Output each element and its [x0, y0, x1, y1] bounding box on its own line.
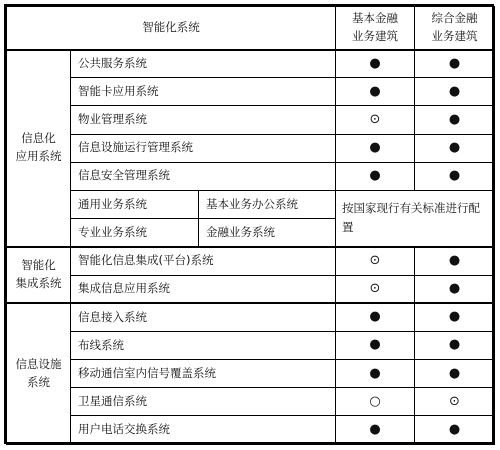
- basic-mark: ●: [336, 360, 415, 388]
- basic-mark: ●: [336, 303, 415, 331]
- table-row: [7, 78, 495, 106]
- group-info-app: 信息化 应用系统: [7, 50, 71, 247]
- comp-mark: ●: [415, 416, 495, 444]
- config-note: 按国家现行有关标准进行配置: [336, 190, 495, 246]
- row-name: 智能化信息集成(平台)系统: [71, 247, 336, 275]
- row-name: 专业业务系统: [71, 219, 199, 247]
- system-config-table: [4, 4, 494, 444]
- basic-mark: ●: [336, 162, 415, 190]
- group-integration: 智能化 集成系统: [7, 247, 71, 303]
- comp-mark: ●: [415, 247, 495, 275]
- table-row: [7, 331, 495, 359]
- comp-mark: ●: [415, 50, 495, 78]
- comp-mark: ●: [415, 162, 495, 190]
- table-row: [7, 388, 495, 416]
- header-system: 智能化系统: [7, 7, 336, 50]
- comp-mark: ⊙: [415, 388, 495, 416]
- table-row: [7, 303, 495, 331]
- row-name: 通用业务系统: [71, 190, 199, 218]
- row-name: 信息安全管理系统: [71, 162, 336, 190]
- header-basic-finance: 基本金融 业务建筑: [336, 7, 415, 50]
- basic-mark: ⊙: [336, 247, 415, 275]
- basic-mark: ⊙: [336, 275, 415, 303]
- table-row: [7, 106, 495, 134]
- row-subsystem: 基本业务办公系统: [199, 190, 336, 218]
- table-row: [7, 360, 495, 388]
- basic-mark: ○: [336, 388, 415, 416]
- row-name: 集成信息应用系统: [71, 275, 336, 303]
- row-name: 智能卡应用系统: [71, 78, 336, 106]
- basic-mark: ●: [336, 331, 415, 359]
- comp-mark: ●: [415, 78, 495, 106]
- comp-mark: ●: [415, 106, 495, 134]
- comp-mark: ●: [415, 303, 495, 331]
- header-comprehensive-finance: 综合金融 业务建筑: [415, 7, 495, 50]
- comp-mark: ●: [415, 134, 495, 162]
- comp-mark: ●: [415, 360, 495, 388]
- row-name: 公共服务系统: [71, 50, 336, 78]
- row-name: 卫星通信系统: [71, 388, 336, 416]
- basic-mark: ●: [336, 134, 415, 162]
- basic-mark: ●: [336, 416, 415, 444]
- row-name: 信息设施运行管理系统: [71, 134, 336, 162]
- table-row: [7, 247, 495, 275]
- basic-mark: ●: [336, 78, 415, 106]
- table-row: [7, 162, 495, 190]
- table-row: [7, 50, 495, 78]
- basic-mark: ●: [336, 50, 415, 78]
- row-name: 物业管理系统: [71, 106, 336, 134]
- row-name: 布线系统: [71, 331, 336, 359]
- row-name: 移动通信室内信号覆盖系统: [71, 360, 336, 388]
- row-subsystem: 金融业务系统: [199, 219, 336, 247]
- table-header-row: [7, 7, 495, 50]
- comp-mark: ●: [415, 275, 495, 303]
- row-name: 信息接入系统: [71, 303, 336, 331]
- comp-mark: ●: [415, 331, 495, 359]
- basic-mark: ⊙: [336, 106, 415, 134]
- row-name: 用户电话交换系统: [71, 416, 336, 444]
- table-row: [7, 134, 495, 162]
- table-row: [7, 275, 495, 303]
- table-row: [7, 416, 495, 444]
- table-row: [7, 190, 495, 218]
- group-infrastructure: 信息设施 系统: [7, 303, 71, 444]
